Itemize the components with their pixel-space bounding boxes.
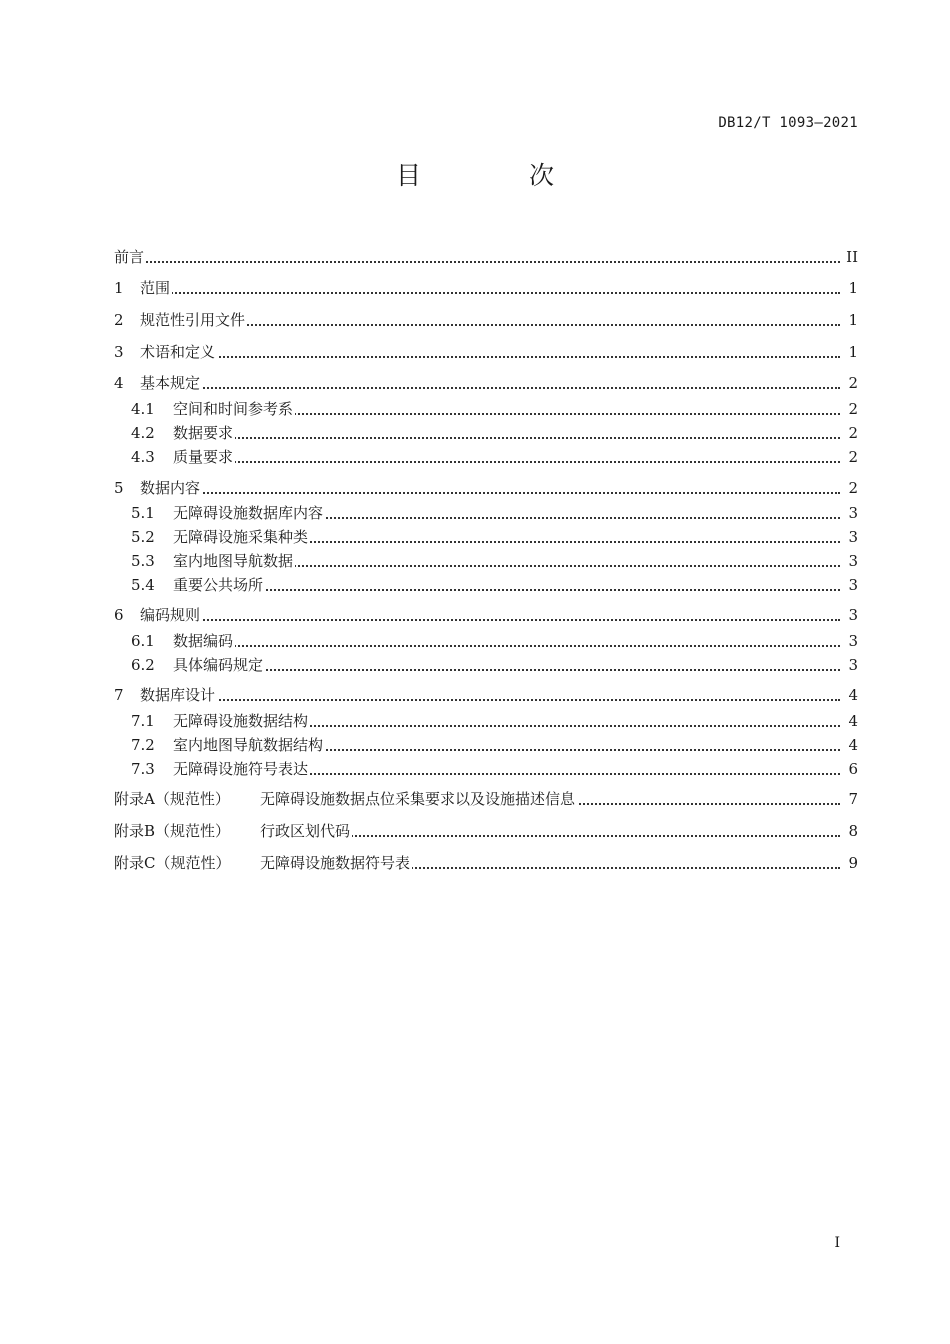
dot-leader — [140, 387, 840, 389]
toc-entry-4-2[interactable] — [0, 422, 950, 444]
toc-entry-label: 无障碍设施符号表达 — [173, 760, 309, 778]
toc-entry-5-3[interactable] — [0, 550, 950, 572]
toc-entry-page: 3 — [844, 574, 858, 596]
toc-entry-7-3[interactable] — [0, 758, 950, 780]
toc-entry-appendix-c[interactable] — [0, 852, 950, 874]
toc-entry-page: 2 — [844, 372, 858, 394]
toc-entry-number: 6.2 — [131, 656, 155, 674]
toc-entry-number: 5 — [114, 479, 124, 497]
toc-entry-6-1[interactable] — [0, 630, 950, 652]
toc-entry-label: 具体编码规定 — [173, 656, 264, 674]
toc-entry-label: 无障碍设施数据点位采集要求以及设施描述信息 — [260, 790, 576, 808]
toc-entry-label: 数据库设计 — [140, 686, 216, 704]
toc-entry-6-2[interactable] — [0, 654, 950, 676]
toc-entry-number: 附录B（规范性） — [114, 822, 231, 840]
toc-entry-number: 1 — [114, 279, 124, 297]
dot-leader — [114, 261, 840, 263]
toc-entry-number: 附录A（规范性） — [114, 790, 230, 808]
toc-entry-number: 2 — [114, 311, 124, 329]
toc-entry-3[interactable] — [0, 341, 950, 363]
toc-entry-7-2[interactable] — [0, 734, 950, 756]
toc-entry-number: 4 — [114, 374, 124, 392]
toc-entry-page: 2 — [844, 446, 858, 468]
toc-entry-4-3[interactable] — [0, 446, 950, 468]
toc-entry-label: 数据编码 — [173, 632, 234, 650]
toc-entry-number: 5.1 — [131, 504, 155, 522]
toc-entry-page: 3 — [844, 526, 858, 548]
toc-entry-page: 1 — [844, 309, 858, 331]
toc-entry-page: 1 — [844, 277, 858, 299]
toc-entry-number: 5.2 — [131, 528, 155, 546]
toc-entry-4-1[interactable] — [0, 398, 950, 420]
toc-entry-label: 数据要求 — [173, 424, 234, 442]
toc-entry-page: 8 — [844, 820, 858, 842]
toc-entry-page: 4 — [844, 710, 858, 732]
toc-entry-page: 1 — [844, 341, 858, 363]
toc-entry-page: 3 — [844, 654, 858, 676]
toc-entry-label: 无障碍设施数据结构 — [173, 712, 309, 730]
toc-entry-label: 基本规定 — [140, 374, 201, 392]
toc-entry-appendix-b[interactable] — [0, 820, 950, 842]
toc-entry-number: 4.3 — [131, 448, 155, 466]
toc-entry-appendix-a[interactable] — [0, 788, 950, 810]
toc-entry-label: 规范性引用文件 — [140, 311, 246, 329]
toc-entry-number: 7.1 — [131, 712, 155, 730]
page-title: 目 次 — [396, 161, 604, 190]
dot-leader — [140, 619, 840, 621]
toc-entry-label: 前言 — [114, 248, 145, 266]
toc-entry-number: 4.2 — [131, 424, 155, 442]
toc-entry-5-2[interactable] — [0, 526, 950, 548]
toc-entry-label: 空间和时间参考系 — [173, 400, 294, 418]
toc-entry-number: 6.1 — [131, 632, 155, 650]
toc-entry-page: 7 — [844, 788, 858, 810]
dot-leader — [140, 492, 840, 494]
toc-entry-number: 附录C（规范性） — [114, 854, 231, 872]
toc-entry-5-4[interactable] — [0, 574, 950, 596]
page-number: I — [834, 1235, 840, 1251]
toc-entry-page: 4 — [844, 684, 858, 706]
toc-entry-5[interactable] — [0, 477, 950, 499]
toc-entry-7[interactable] — [0, 684, 950, 706]
toc-entry-number: 7.3 — [131, 760, 155, 778]
toc-entry-label: 室内地图导航数据 — [173, 552, 294, 570]
toc-entry-5-1[interactable] — [0, 502, 950, 524]
toc-entry-foreword[interactable] — [0, 246, 950, 268]
toc-entry-label: 行政区划代码 — [260, 822, 351, 840]
toc-entry-number: 3 — [114, 343, 124, 361]
dot-leader — [140, 699, 840, 701]
toc-entry-page: 3 — [844, 630, 858, 652]
dot-leader — [140, 356, 840, 358]
dot-leader — [173, 669, 840, 671]
toc-entry-number: 4.1 — [131, 400, 155, 418]
toc-entry-page: 2 — [844, 422, 858, 444]
toc-entry-label: 范围 — [140, 279, 171, 297]
toc-entry-label: 术语和定义 — [140, 343, 216, 361]
toc-entry-6[interactable] — [0, 604, 950, 626]
toc-entry-4[interactable] — [0, 372, 950, 394]
dot-leader — [173, 437, 840, 439]
toc-entry-number: 7 — [114, 686, 124, 704]
toc-entry-page: 2 — [844, 398, 858, 420]
toc-entry-label: 重要公共场所 — [173, 576, 264, 594]
toc-entry-page: 3 — [844, 550, 858, 572]
toc-entry-label: 编码规则 — [140, 606, 201, 624]
toc-entry-2[interactable] — [0, 309, 950, 331]
toc-entry-page: II — [842, 246, 858, 268]
toc-entry-label: 室内地图导航数据结构 — [173, 736, 324, 754]
dot-leader — [173, 461, 840, 463]
toc-entry-page: 3 — [844, 502, 858, 524]
toc-entry-number: 7.2 — [131, 736, 155, 754]
toc-entry-page: 6 — [844, 758, 858, 780]
toc-entry-number: 5.4 — [131, 576, 155, 594]
dot-leader — [173, 645, 840, 647]
dot-leader — [173, 589, 840, 591]
toc-entry-label: 无障碍设施数据符号表 — [260, 854, 411, 872]
toc-entry-page: 9 — [844, 852, 858, 874]
toc-entry-7-1[interactable] — [0, 710, 950, 732]
toc-entry-label: 数据内容 — [140, 479, 201, 497]
toc-entry-number: 6 — [114, 606, 124, 624]
toc-entry-page: 2 — [844, 477, 858, 499]
toc-entry-label: 无障碍设施采集种类 — [173, 528, 309, 546]
toc-entry-1[interactable] — [0, 277, 950, 299]
toc-entry-page: 4 — [844, 734, 858, 756]
toc-entry-page: 3 — [844, 604, 858, 626]
toc-entry-number: 5.3 — [131, 552, 155, 570]
toc-entry-label: 无障碍设施数据库内容 — [173, 504, 324, 522]
document-code: DB12/T 1093—2021 — [718, 115, 858, 131]
dot-leader — [140, 292, 840, 294]
toc-entry-label: 质量要求 — [173, 448, 234, 466]
